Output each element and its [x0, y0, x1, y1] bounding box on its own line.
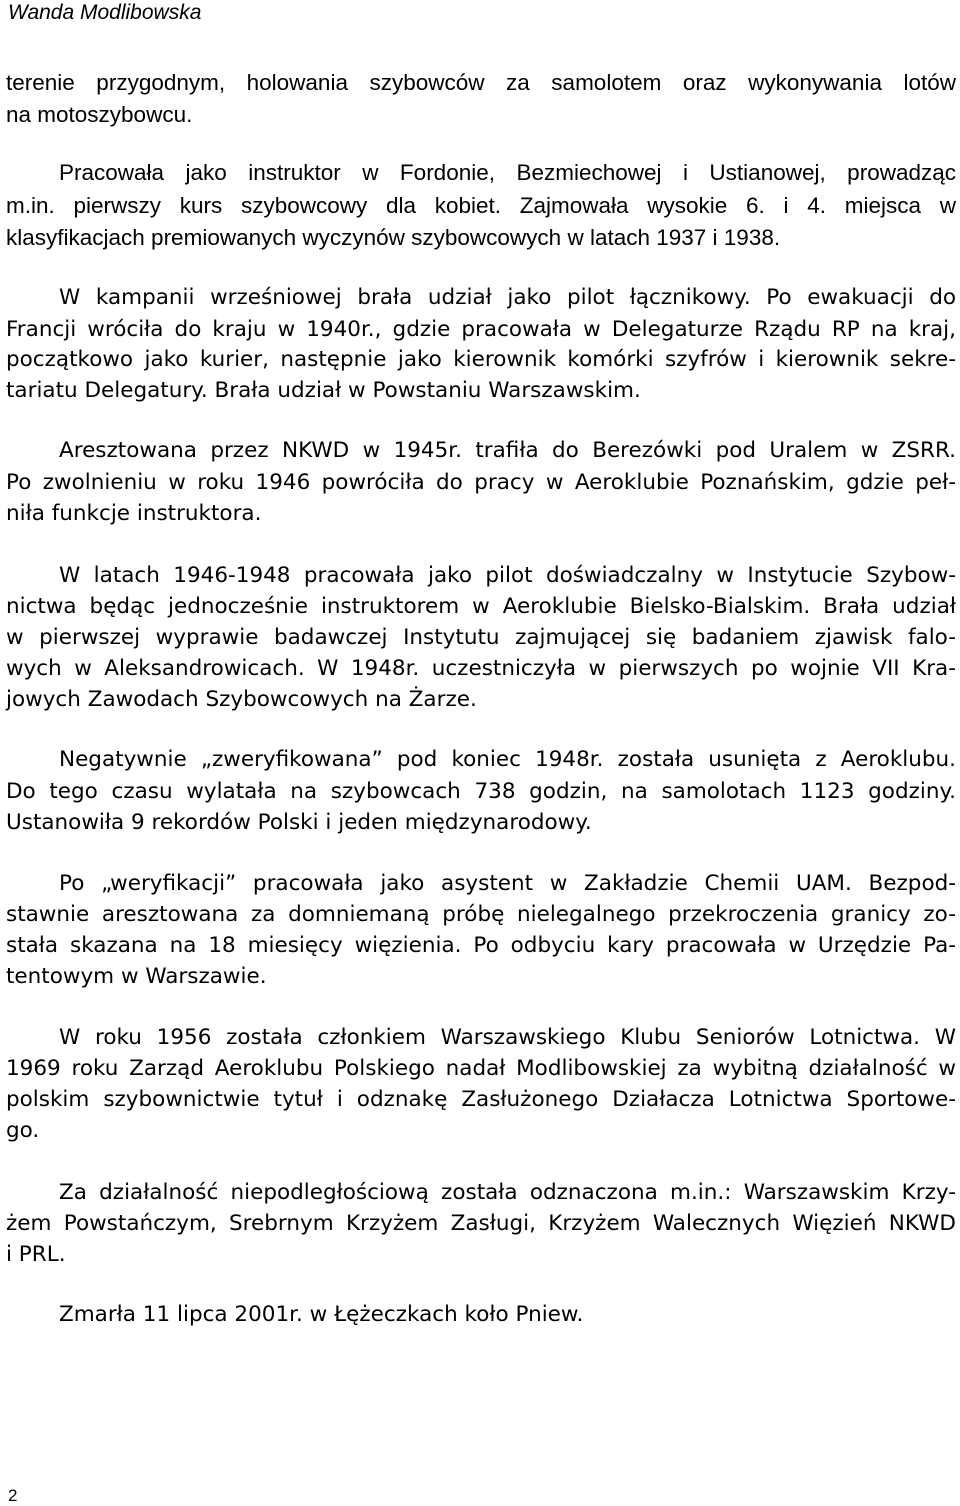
text-line: stawnie aresztowana za domniemaną próbę nielegalnego przekroczenia granicy zo-: [6, 902, 956, 927]
text-line: polskim szybownictwie tytuł i odznakę Zasłużonego Działacza Lotnictwa Sportowe-: [6, 1087, 956, 1112]
text-line: W kampanii wrześniowej brała udział jako pilot łącznikowy. Po ewakuacji do: [59, 285, 956, 310]
text-line: tariatu Delegatury. Brała udział w Powstaniu Warszawskim.: [6, 378, 641, 403]
page-number: 2: [8, 1486, 18, 1505]
text-line: nictwa będąc jednocześnie instruktorem w Aeroklubie Bielsko-Bialskim. Brała udział: [6, 594, 956, 619]
text-line: tentowym w Warszawie.: [6, 964, 267, 989]
text-line: Aresztowana przez NKWD w 1945r. trafiła do Berezówki pod Uralem w ZSRR.: [59, 438, 956, 463]
text-line: m.in. pierwszy kurs szybowcowy dla kobiet. Zajmowała wysokie 6. i 4. miejsca w: [6, 193, 956, 218]
text-line: terenie przygodnym, holowania szybowców za samolotem oraz wykonywania lotów: [6, 70, 956, 95]
text-line: na motoszybowcu.: [6, 102, 193, 127]
text-line: niła funkcje instruktora.: [6, 501, 262, 526]
running-header-author: Wanda Modlibowska: [8, 1, 202, 24]
text-line: żem Powstańczym, Srebrnym Krzyżem Zasługi, Krzyżem Walecznych Więzień NKWD: [6, 1211, 956, 1236]
text-line: W latach 1946-1948 pracowała jako pilot doświadczalny w Instytucie Szybow-: [59, 563, 956, 588]
text-line: wych w Aleksandrowicach. W 1948r. uczestniczyła w pierwszych po wojnie VII Kra-: [6, 656, 956, 681]
text-line: początkowo jako kurier, następnie jako kierownik komórki szyfrów i kierownik sekre-: [6, 347, 956, 372]
text-line: Zmarła 11 lipca 2001r. w Łężeczkach koło Pniew.: [59, 1302, 584, 1327]
text-line: i PRL.: [6, 1242, 66, 1267]
text-line: 1969 roku Zarząd Aeroklubu Polskiego nadał Modlibowskiej za wybitną działalność w: [6, 1056, 956, 1081]
text-line: Negatywnie „zweryfikowana” pod koniec 1948r. została usunięta z Aeroklubu.: [59, 747, 956, 772]
text-line: Pracowała jako instruktor w Fordonie, Bezmiechowej i Ustianowej, prowadząc: [59, 160, 956, 185]
text-line: Do tego czasu wylatała na szybowcach 738 godzin, na samolotach 1123 godziny.: [6, 779, 956, 804]
text-line: Francji wróciła do kraju w 1940r., gdzie pracowała w Delegaturze Rządu RP na kraj,: [6, 317, 956, 342]
text-line: stała skazana na 18 miesięcy więzienia. Po odbyciu kary pracowała w Urzędzie Pa-: [6, 933, 956, 958]
text-line: jowych Zawodach Szybowcowych na Żarze.: [6, 687, 477, 712]
text-line: W roku 1956 została członkiem Warszawskiego Klubu Seniorów Lotnictwa. W: [59, 1025, 956, 1050]
text-line: Za działalność niepodległościową została odznaczona m.in.: Warszawskim Krzy-: [59, 1180, 956, 1205]
text-line: w pierwszej wyprawie badawczej Instytutu zajmującej się badaniem zjawisk falo-: [6, 625, 956, 650]
text-line: Po „weryfikacji” pracowała jako asystent w Zakładzie Chemii UAM. Bezpod-: [59, 871, 956, 896]
text-line: Po zwolnieniu w roku 1946 powróciła do pracy w Aeroklubie Poznańskim, gdzie peł-: [6, 470, 956, 495]
text-line: go.: [6, 1118, 40, 1143]
text-line: klasyfikacjach premiowanych wyczynów szybowcowych w latach 1937 i 1938.: [6, 225, 781, 250]
text-line: Ustanowiła 9 rekordów Polski i jeden międzynarodowy.: [6, 810, 592, 835]
